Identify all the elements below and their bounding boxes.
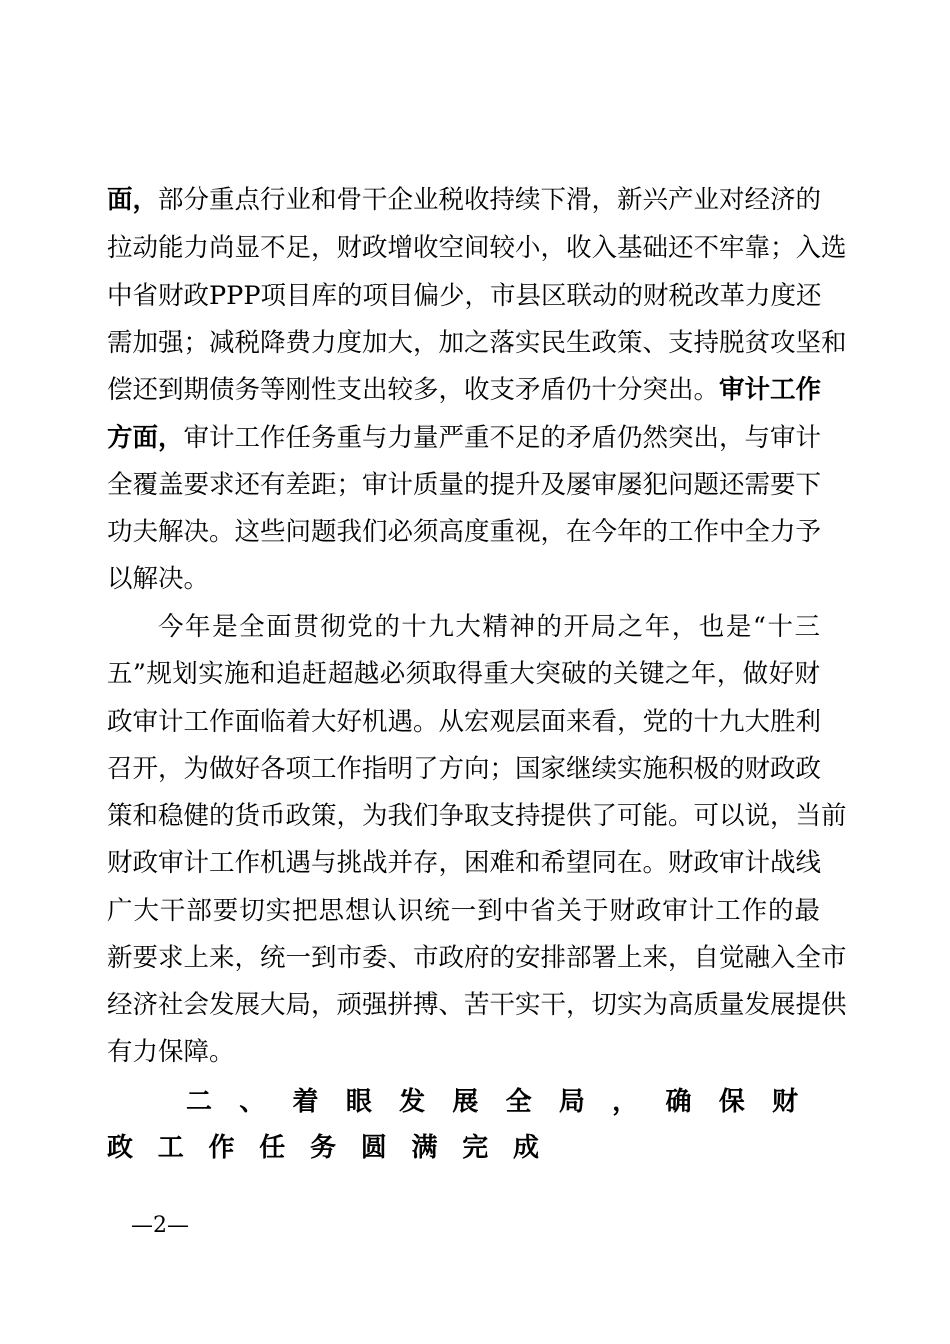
paragraph-2-line-2: 五”规划实施和追赶超越必须取得重大突破的关键之年，做好财: [107, 659, 820, 689]
paragraph-2-line-6: 财政审计工作机遇与挑战并存，困难和希望同在。财政审计战线: [107, 848, 822, 878]
paragraph-1-line-8: 功夫解决。这些问题我们必须高度重视，在今年的工作中全力予: [107, 517, 822, 547]
paragraph-1-line-2: 拉动能力尚显不足，财政增收空间较小，收入基础还不牢靠；入选: [107, 233, 847, 263]
paragraph-1-line-9: 以解决。: [107, 564, 210, 594]
paragraph-1-line-7: 全覆盖要求还有差距；审计质量的提升及屡审屡犯问题还需要下: [107, 470, 822, 500]
paragraph-2-line-7: 广大干部要切实把思想认识统一到中省关于财政审计工作的最: [107, 896, 820, 926]
paragraph-2-line-4: 召开，为做好各项工作指明了方向；国家继续实施积极的财政政: [107, 754, 822, 784]
paragraph-2-line-5: 策和稳健的货币政策，为我们争取支持提供了可能。可以说，当前: [107, 801, 847, 831]
bold-phrase: 审计工作: [719, 375, 822, 405]
paragraph-2-line-10: 有力保障。: [107, 1037, 235, 1067]
paragraph-1-line-1: [107, 180, 820, 220]
paragraph-2-line-8: 新要求上来，统一到市委、市政府的安排部署上来，自觉融入全市: [107, 943, 847, 973]
text-span: 审计工作任务重与力量严重不足的矛盾仍然突出，与审计: [183, 423, 822, 453]
page-number: —2—: [131, 1213, 189, 1238]
bold-phrase: 方面，: [107, 423, 184, 453]
paragraph-2-line-3: 政审计工作面临着大好机遇。从宏观层面来看，党的十九大胜利: [107, 707, 822, 737]
paragraph-2-line-9: 经济社会发展大局，顽强拼搏、苦干实干，切实为高质量发展提供: [107, 990, 847, 1020]
text-span: 部分重点行业和骨干企业税收持续下滑，新兴产业对经济的: [158, 185, 822, 215]
bold-phrase: 面，: [107, 185, 159, 215]
paragraph-1-line-3: 中省财政PPP项目库的项目偏少，市县区联动的财税改革力度还: [107, 281, 822, 311]
paragraph-2-line-1: 今年是全面贯彻党的十九大精神的开局之年，也是“十三: [158, 612, 820, 642]
section-heading-line-1: 二、着眼发展全局，确保财: [186, 1087, 798, 1117]
paragraph-1-line-5: [107, 370, 820, 410]
section-heading-line-2: 政工作任务圆满完成: [107, 1133, 539, 1163]
paragraph-1-line-6: [107, 418, 820, 458]
text-span: 偿还到期债务等刚性支出较多，收支矛盾仍十分突出。: [107, 375, 720, 405]
paragraph-1-line-4: 需加强；减税降费力度加大，加之落实民生政策、支持脱贫攻坚和: [107, 328, 847, 358]
